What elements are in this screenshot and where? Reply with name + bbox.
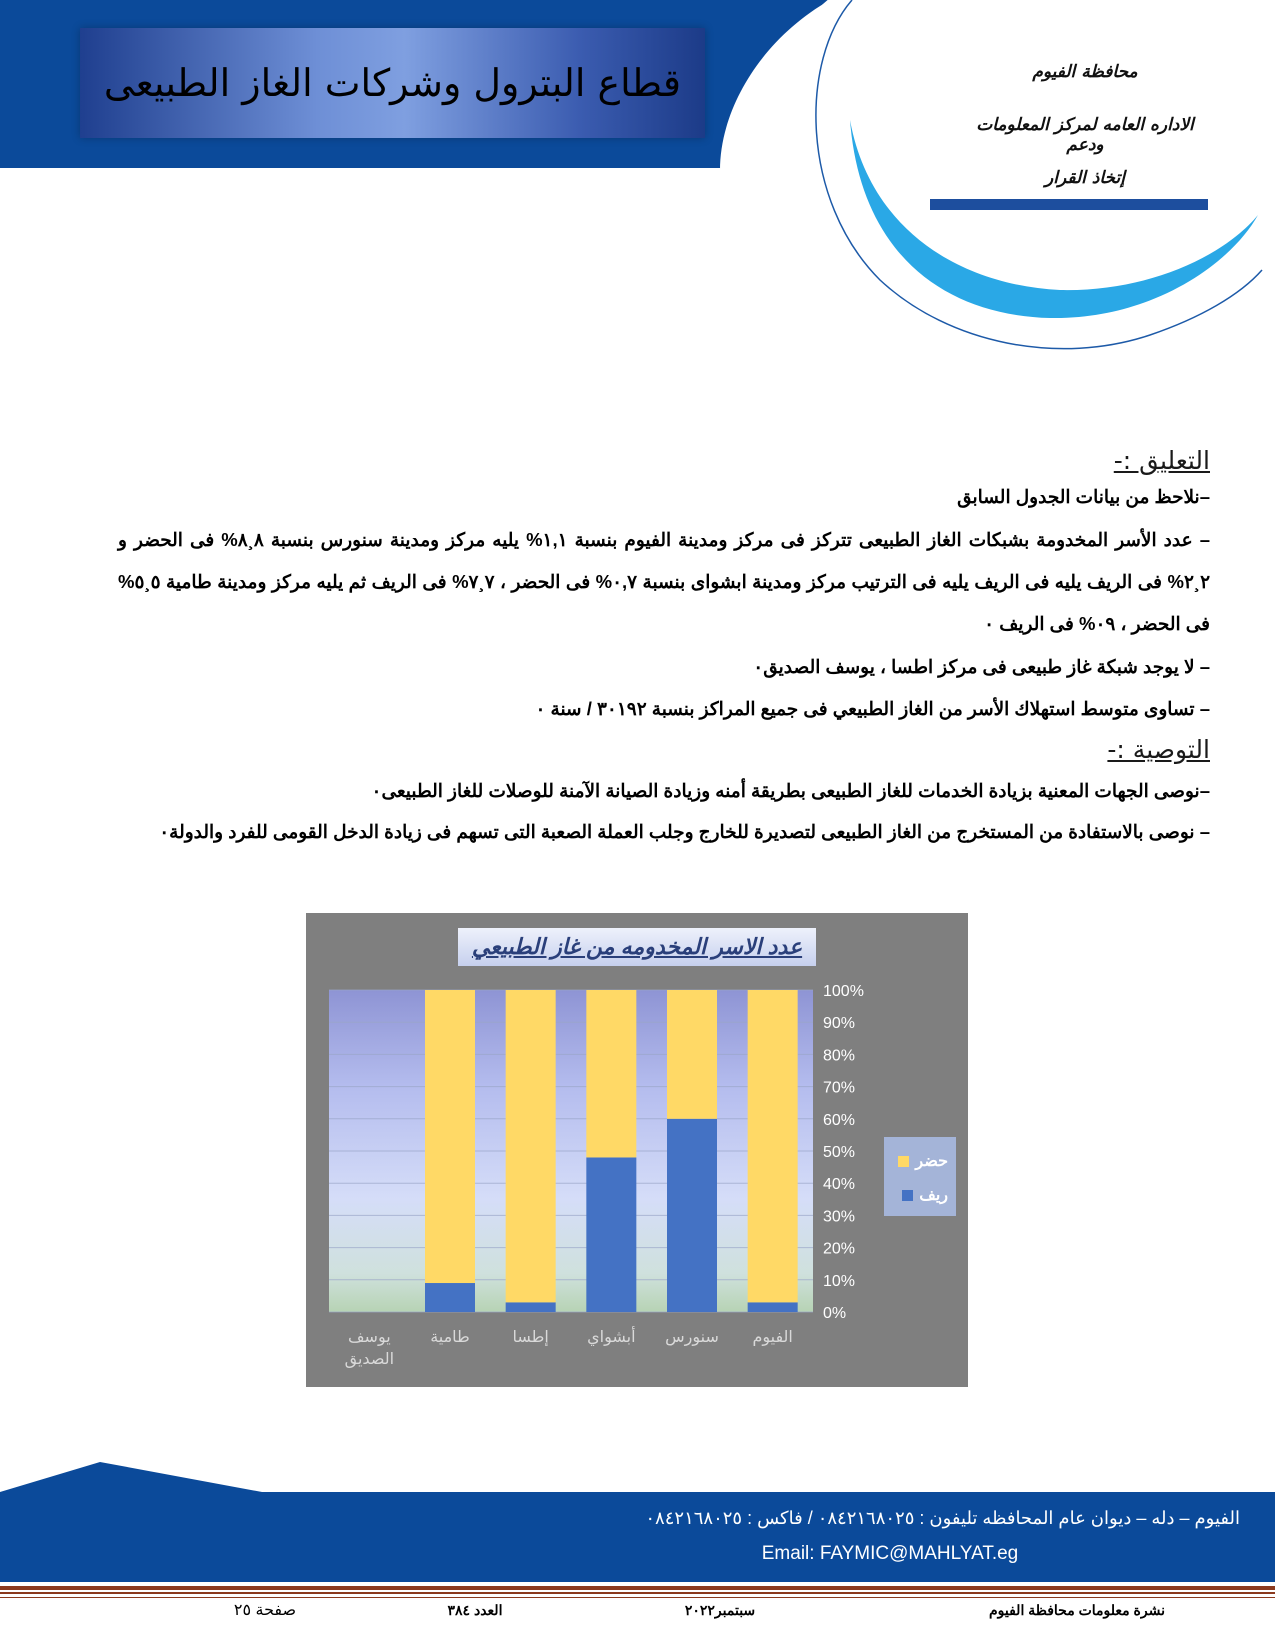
x-tick-label: أبشواي bbox=[587, 1327, 636, 1346]
bar-urban bbox=[506, 990, 556, 1302]
legend-swatch-urban bbox=[898, 1156, 909, 1167]
footer-date: سبتمبر٢٠٢٢ bbox=[684, 1602, 756, 1618]
bar-rural bbox=[667, 1119, 717, 1312]
page-title: قطاع البترول وشركات الغاز الطبيعى bbox=[103, 61, 682, 105]
bar-urban bbox=[667, 990, 717, 1119]
legend-label-urban: حضر bbox=[915, 1153, 948, 1170]
y-tick-label: 100% bbox=[823, 983, 864, 1000]
y-tick-label: 20% bbox=[823, 1240, 856, 1258]
header-title-box bbox=[80, 28, 705, 138]
x-tick-label: يوسف bbox=[347, 1327, 391, 1346]
y-tick-label: 90% bbox=[823, 1015, 856, 1033]
department-line-1: الاداره العامه لمركز المعلومات ودعم bbox=[976, 115, 1194, 155]
bar-urban bbox=[586, 990, 636, 1157]
comment-intro: –نلاحظ من بيانات الجدول السابق bbox=[957, 486, 1210, 507]
chart-title: عدد الاسر المخدومه من غاز الطبيعي bbox=[471, 934, 803, 959]
x-tick-label: الفيوم bbox=[752, 1327, 793, 1346]
footer-issue: العدد ٣٨٤ bbox=[447, 1602, 503, 1618]
y-tick-label: 60% bbox=[823, 1111, 856, 1129]
x-tick-label: سنورس bbox=[665, 1327, 719, 1346]
bar-rural bbox=[586, 1157, 636, 1312]
x-tick-label: الصديق bbox=[344, 1349, 395, 1368]
x-tick-label: إطسا bbox=[512, 1327, 549, 1346]
chart-svg bbox=[306, 913, 968, 1387]
governorate-name: محافظة الفيوم bbox=[1032, 62, 1138, 82]
footer-bulletin: نشرة معلومات محافظة الفيوم bbox=[988, 1602, 1165, 1618]
footer-address: الفيوم – دله – ديوان عام المحافظه تليفون : ٠٨٤٢١٦٨٠٢٥ / فاكس : ٠٨٤٢١٦٨٠٢٥ bbox=[645, 1508, 1240, 1528]
footer-email[interactable]: Email: FAYMIC@MAHLYAT.eg bbox=[761, 1543, 1019, 1564]
comment-paragraph-1: – عدد الأسر المخدومة بشبكات الغاز الطبيعى تتركز فى مركز ومدينة الفيوم بنسبة ١,١% يليه مركز ومدينة سنورس بنسبة ٨¸٨% فى الحضر و ٢¸٢% فى الريف يليه فى الريف يليه فى الترتيب مركز ومدينة ابشواى بنسبة ٠,٧% فى الحضر ، ٧¸٧% فى الريف ثم يليه مركز ومدينة طامية ٥¸٥% فى الحضر ، ٠٩% فى الريف ٠ bbox=[118, 529, 1210, 634]
legend-item-rural bbox=[902, 1185, 948, 1205]
legend-swatch-rural bbox=[902, 1190, 913, 1201]
y-tick-label: 70% bbox=[823, 1079, 856, 1097]
bar-rural bbox=[748, 1302, 798, 1312]
recommendation-heading: التوصية :- bbox=[1107, 735, 1210, 764]
y-tick-label: 40% bbox=[823, 1176, 856, 1194]
y-tick-label: 0% bbox=[823, 1305, 847, 1322]
comment-heading: التعليق :- bbox=[1113, 446, 1210, 475]
legend-label-rural: ريف bbox=[919, 1187, 948, 1204]
footer-page-number: صفحة ٢٥ bbox=[233, 1602, 297, 1619]
y-tick-label: 10% bbox=[823, 1272, 856, 1290]
legend-item-urban bbox=[898, 1151, 948, 1171]
header-rule bbox=[930, 199, 1208, 210]
recommendation-2: – نوصى بالاستفادة من المستخرج من الغاز الطبيعى لتصديرة للخارج وجلب العملة الصعبة التى تسهم فى زيادة الدخل القومى للفرد والدولة٠ bbox=[159, 821, 1210, 842]
bar-rural bbox=[425, 1283, 475, 1312]
bar-rural bbox=[506, 1302, 556, 1312]
comment-paragraph-2: – لا يوجد شبكة غاز طبيعى فى مركز اطسا ، يوسف الصديق٠ bbox=[753, 656, 1210, 677]
y-tick-label: 30% bbox=[823, 1208, 856, 1226]
y-tick-label: 80% bbox=[823, 1047, 856, 1065]
chart-legend bbox=[884, 1137, 956, 1216]
y-tick-label: 50% bbox=[823, 1144, 856, 1161]
comment-paragraph-3: – تساوى متوسط استهلاك الأسر من الغاز الطبيعي فى جميع المراكز بنسبة ٣٠١٩٢ / سنة ٠ bbox=[535, 698, 1210, 719]
x-tick-label: طامية bbox=[430, 1327, 470, 1346]
recommendation-1: –نوصى الجهات المعنية بزيادة الخدمات للغاز الطبيعى بطريقة أمنه وزيادة الصيانة الآمنة للوصلات للغاز الطبيعى٠ bbox=[371, 780, 1210, 801]
bar-urban bbox=[425, 990, 475, 1283]
department-line-2: إتخاذ القرار bbox=[1045, 168, 1125, 188]
bar-urban bbox=[748, 990, 798, 1302]
